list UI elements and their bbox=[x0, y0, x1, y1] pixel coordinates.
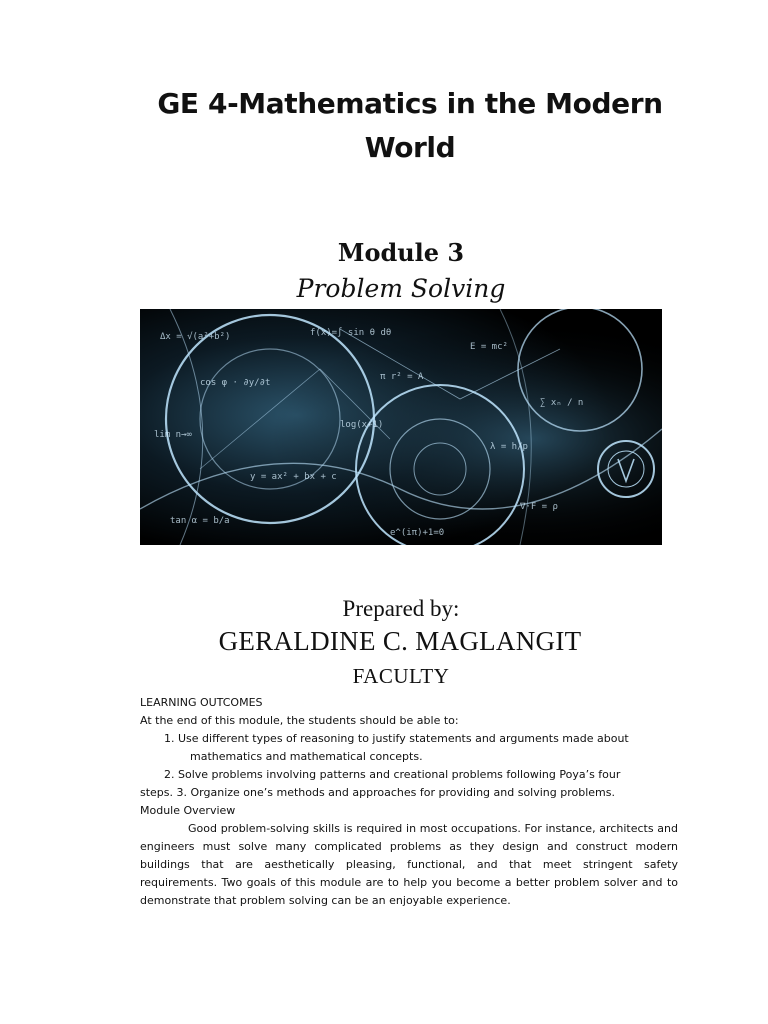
svg-text:Δx = √(a²+b²): Δx = √(a²+b²) bbox=[160, 332, 231, 342]
document-title-line2: World bbox=[364, 131, 456, 164]
svg-text:λ = h/p: λ = h/p bbox=[490, 442, 528, 452]
svg-text:e^(iπ)+1=0: e^(iπ)+1=0 bbox=[390, 528, 445, 538]
module-number: Module 3 bbox=[337, 238, 465, 267]
module-title: Problem Solving bbox=[296, 274, 506, 303]
svg-text:y = ax² + bx + c: y = ax² + bx + c bbox=[250, 472, 337, 482]
document-title-line1: GE 4-Mathematics in the Modern bbox=[157, 87, 663, 120]
svg-text:log(x+1): log(x+1) bbox=[340, 420, 384, 430]
svg-text:∇·F = ρ: ∇·F = ρ bbox=[520, 502, 558, 512]
outcome-item-1: 1. Use different types of reasoning to justify statements and arguments made about bbox=[164, 732, 629, 745]
svg-text:E = mc²: E = mc² bbox=[470, 342, 508, 352]
outcome-item-2: 2. Solve problems involving patterns and creational problems following Poya’s four bbox=[164, 768, 621, 781]
outcome-item-1-continued: mathematics and mathematical concepts. bbox=[190, 750, 423, 763]
svg-text:π r² = A: π r² = A bbox=[380, 372, 424, 382]
svg-text:∑ xₙ / n: ∑ xₙ / n bbox=[540, 398, 584, 408]
svg-text:f(x)=∫ sin θ dθ: f(x)=∫ sin θ dθ bbox=[310, 328, 392, 338]
module-overview-heading: Module Overview bbox=[140, 804, 236, 817]
author-name: GERALDINE C. MAGLANGIT bbox=[218, 626, 582, 656]
learning-outcomes-intro: At the end of this module, the students should be able to: bbox=[140, 714, 459, 727]
learning-outcomes-heading: LEARNING OUTCOMES bbox=[140, 696, 263, 709]
svg-text:lim n→∞: lim n→∞ bbox=[154, 430, 192, 440]
prepared-by-label: Prepared by: bbox=[342, 596, 460, 621]
cover-image bbox=[140, 309, 662, 545]
body-text bbox=[140, 694, 678, 910]
module-overview-text: Good problem-solving skills is required in most occupations. For instance, architects and engineers must solve many complicated problems as they design and construct modern buildings that are aesthetically pleasing, functional, and that meet stringent safety requirements. Two goals of this module are to help you become a better problem solver and to demonstrate that problem solving can be an enjoyable experience. bbox=[140, 822, 678, 907]
outcome-item-2-continued: steps. 3. Organize one’s methods and approaches for providing and solving problems. bbox=[140, 786, 615, 799]
author-role: FACULTY bbox=[352, 664, 450, 688]
svg-text:cos φ · ∂y/∂t: cos φ · ∂y/∂t bbox=[200, 378, 271, 388]
svg-text:tan α = b/a: tan α = b/a bbox=[170, 516, 230, 526]
